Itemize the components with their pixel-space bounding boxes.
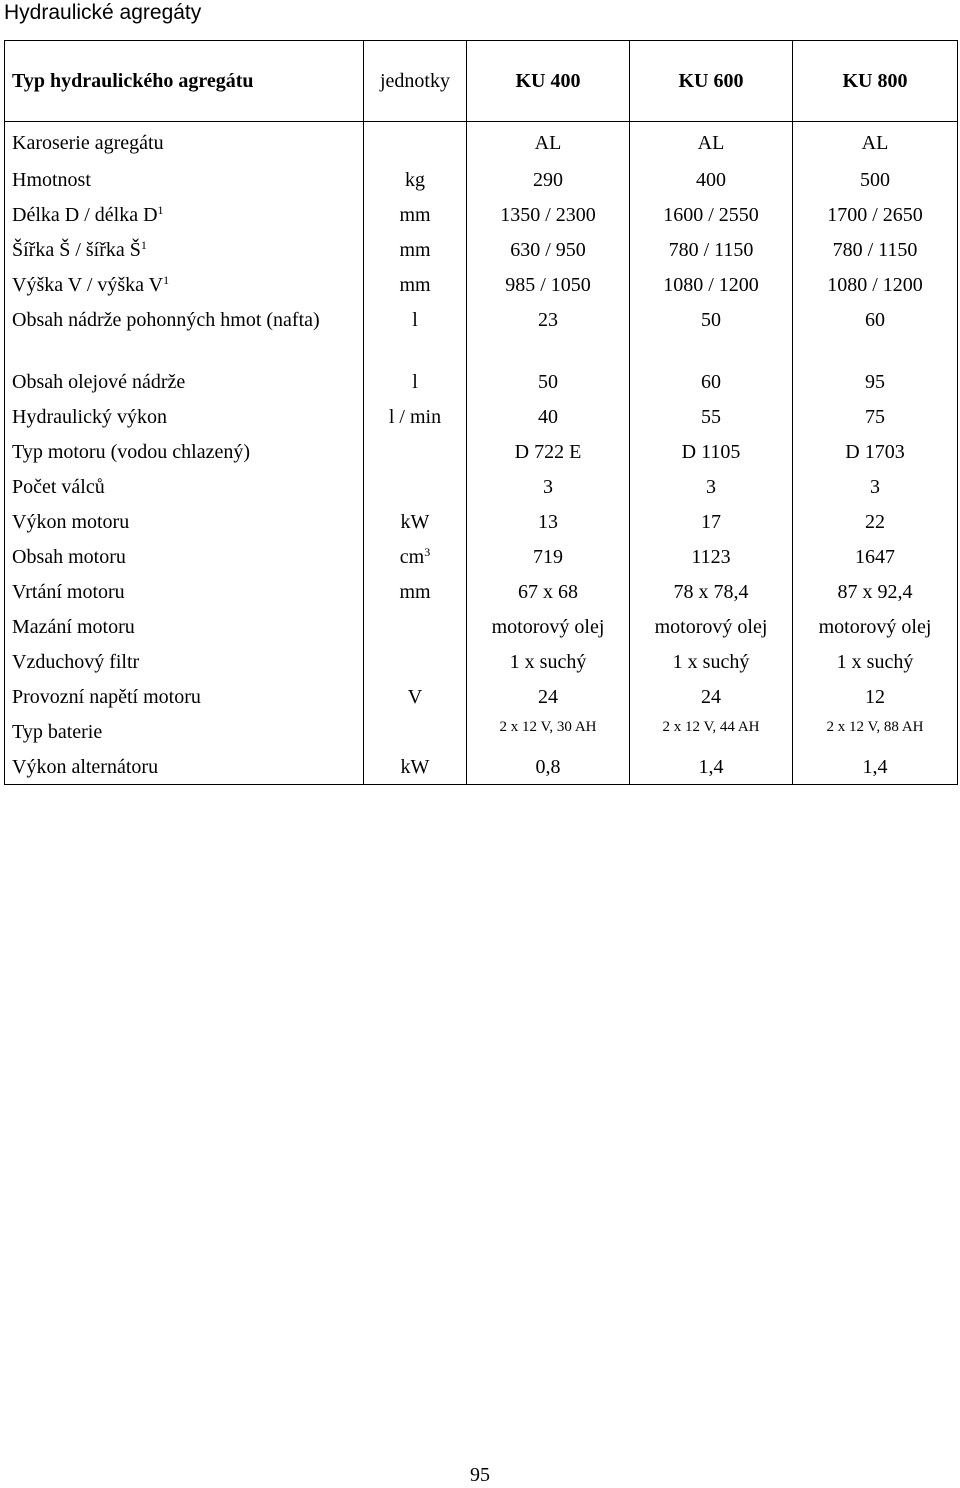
row-value-ku800: D 1703: [793, 435, 958, 470]
row-value-ku400: 985 / 1050: [467, 268, 630, 303]
row-value-ku400: 3: [467, 470, 630, 505]
row-value-ku400: 40: [467, 400, 630, 435]
row-value-ku400: 630 / 950: [467, 233, 630, 268]
row-value-ku600: 1080 / 1200: [630, 268, 793, 303]
row-value-ku600: 1,4: [630, 750, 793, 785]
table-row: [5, 198, 958, 233]
document-title: Hydraulické agregáty: [4, 1, 202, 24]
row-unit: kg: [364, 163, 467, 198]
table-row: [5, 233, 958, 268]
row-label: Hydraulický výkon: [5, 400, 364, 435]
table-row: [5, 610, 958, 645]
specification-table: [4, 40, 958, 785]
row-value-ku800: 1647: [793, 540, 958, 575]
row-value-ku600: AL: [630, 122, 793, 163]
row-value-ku600: motorový olej: [630, 610, 793, 645]
row-value-ku600: 50: [630, 303, 793, 365]
row-value-ku800: 22: [793, 505, 958, 540]
row-value-ku800: 2 x 12 V, 88 AH: [793, 715, 958, 750]
table-row: [5, 715, 958, 750]
unit-superscript: 3: [424, 544, 431, 559]
table-row: [5, 680, 958, 715]
row-unit: kW: [364, 505, 467, 540]
table-row: [5, 645, 958, 680]
row-label: Šířka Š / šířka $Š^1$: [5, 233, 364, 268]
row-value-ku800: 95: [793, 365, 958, 400]
page-number: 95: [470, 1464, 490, 1486]
row-value-ku800: 1,4: [793, 750, 958, 785]
row-value-ku400: D 722 E: [467, 435, 630, 470]
row-unit: [364, 435, 467, 470]
row-value-ku400: AL: [467, 122, 630, 163]
header-unit-cell: jednotky: [364, 41, 467, 122]
table-row: [5, 540, 958, 575]
row-value-ku600: 78 x 78,4: [630, 575, 793, 610]
label-superscript: 1: [157, 202, 164, 217]
table-row: [5, 435, 958, 470]
row-value-ku400: motorový olej: [467, 610, 630, 645]
row-value-ku800: motorový olej: [793, 610, 958, 645]
row-unit: [364, 715, 467, 750]
row-label: Výkon alternátoru: [5, 750, 364, 785]
row-unit: mm: [364, 198, 467, 233]
row-value-ku400: 2 x 12 V, 30 AH: [467, 715, 630, 750]
header-model-ku400: KU 400: [467, 41, 630, 122]
row-value-ku800: 3: [793, 470, 958, 505]
row-value-ku800: 12: [793, 680, 958, 715]
row-value-ku800: AL: [793, 122, 958, 163]
row-unit: V: [364, 680, 467, 715]
header-model-ku600: KU 600: [630, 41, 793, 122]
row-label: Vzduchový filtr: [5, 645, 364, 680]
row-unit: [364, 645, 467, 680]
header-model-ku800: KU 800: [793, 41, 958, 122]
row-value-ku600: 1600 / 2550: [630, 198, 793, 233]
row-unit: mm: [364, 268, 467, 303]
row-value-ku800: 1 x suchý: [793, 645, 958, 680]
row-value-ku800: 1700 / 2650: [793, 198, 958, 233]
row-value-ku400: 1 x suchý: [467, 645, 630, 680]
table-row: [5, 575, 958, 610]
row-value-ku600: 17: [630, 505, 793, 540]
label-superscript: 1: [163, 272, 170, 287]
row-label: Provozní napětí motoru: [5, 680, 364, 715]
row-unit: [364, 610, 467, 645]
row-label: Karoserie agregátu: [5, 122, 364, 163]
table-row: [5, 750, 958, 785]
row-unit: mm: [364, 575, 467, 610]
row-unit: l: [364, 365, 467, 400]
row-value-ku600: 60: [630, 365, 793, 400]
row-value-ku800: 60: [793, 303, 958, 365]
row-value-ku400: 50: [467, 365, 630, 400]
table-row: [5, 505, 958, 540]
label-superscript: 1: [140, 237, 147, 252]
row-value-ku400: 13: [467, 505, 630, 540]
row-unit: $cm^3$: [364, 540, 467, 575]
row-value-ku800: 75: [793, 400, 958, 435]
row-label: Vrtání motoru: [5, 575, 364, 610]
table-row: [5, 400, 958, 435]
row-value-ku400: 1350 / 2300: [467, 198, 630, 233]
row-label: Mazání motoru: [5, 610, 364, 645]
table-header-row: [5, 41, 958, 122]
table-row: [5, 365, 958, 400]
row-unit: mm: [364, 233, 467, 268]
row-value-ku400: 67 x 68: [467, 575, 630, 610]
row-label: Hmotnost: [5, 163, 364, 198]
header-label-cell: Typ hydraulického agregátu: [5, 41, 364, 122]
row-label: Obsah nádrže pohonných hmot (nafta): [5, 303, 364, 365]
row-value-ku800: 780 / 1150: [793, 233, 958, 268]
row-unit: kW: [364, 750, 467, 785]
row-value-ku600: 2 x 12 V, 44 AH: [630, 715, 793, 750]
row-unit: l / min: [364, 400, 467, 435]
table-row: [5, 470, 958, 505]
row-value-ku800: 500: [793, 163, 958, 198]
row-value-ku600: 1 x suchý: [630, 645, 793, 680]
row-label: Počet válců: [5, 470, 364, 505]
row-label: Délka D / délka $D^1$: [5, 198, 364, 233]
row-value-ku600: 55: [630, 400, 793, 435]
row-label: Typ baterie: [5, 715, 364, 750]
row-label: Typ motoru (vodou chlazený): [5, 435, 364, 470]
row-value-ku400: 0,8: [467, 750, 630, 785]
row-value-ku600: 24: [630, 680, 793, 715]
row-value-ku400: 24: [467, 680, 630, 715]
table-row: [5, 303, 958, 365]
row-label: Výška V / výška $V^1$: [5, 268, 364, 303]
row-value-ku400: 290: [467, 163, 630, 198]
row-unit: [364, 122, 467, 163]
row-value-ku600: 400: [630, 163, 793, 198]
table-row: [5, 122, 958, 163]
table-row: [5, 163, 958, 198]
row-value-ku800: 87 x 92,4: [793, 575, 958, 610]
row-value-ku600: D 1105: [630, 435, 793, 470]
row-value-ku600: 1123: [630, 540, 793, 575]
table-row: [5, 268, 958, 303]
row-label: Obsah olejové nádrže: [5, 365, 364, 400]
row-label: Výkon motoru: [5, 505, 364, 540]
row-value-ku800: 1080 / 1200: [793, 268, 958, 303]
row-value-ku600: 3: [630, 470, 793, 505]
row-value-ku600: 780 / 1150: [630, 233, 793, 268]
row-value-ku400: 23: [467, 303, 630, 365]
row-unit: [364, 470, 467, 505]
row-unit: l: [364, 303, 467, 365]
row-value-ku400: 719: [467, 540, 630, 575]
row-label: Obsah motoru: [5, 540, 364, 575]
